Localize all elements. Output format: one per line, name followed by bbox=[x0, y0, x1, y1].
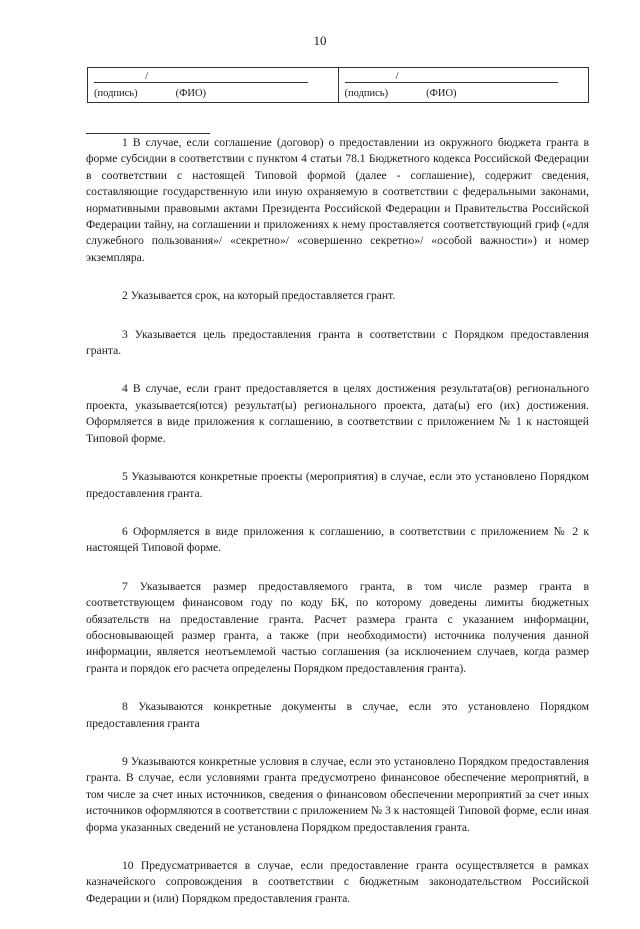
footnote-1: 1 В случае, если соглашение (договор) о предоставлении из окружного бюджета гранта в форме субсидии в соответствии с пунктом 4 статьи 78.1 Бюджетного кодекса Российской Федерации в соответствии с настоящей Типовой формой (далее - соглашение), содержит сведения, составляющие государственную или иную охраняемую в соответствии с федеральными законами, нормативными правовыми актами Президента Российской Федерации и Правительства Российской Федерации тайну, на соглашении и приложениях к нему проставляется соответствующий гриф («для служебного пользования»/ «секретно»/ «совершенно секретно»/ «особой важности») и номер экземпляра. bbox=[86, 136, 589, 264]
footnote-9: 9 Указываются конкретные условия в случае, если это установлено Порядком предоставления гранта. В случае, если условиями гранта предусмотрено финансовое обеспечение мероприятий, в том числе за счет иных источников, сведения о финансовом обеспечении мероприятий за счет иных источников оформляются в соответствии с приложением № 3 к настоящей Типовой форме, если иная форма указанных сведений не установлена Порядком предоставления гранта. bbox=[86, 754, 589, 834]
footnote-7: 7 Указывается размер предоставляемого гранта, в том числе размер гранта в соответствующем финансовом году по коду БК, по которому доведены лимиты бюджетных обязательств на предоставление гранта. Расчет размера гранта с указанием информации, обосновывающей размер гранта, а также (при необходимости) источника получения данной информации, является неотъемлемой частью соглашения (за исключением случаев, когда размер гранта и порядок его расчета определены Порядком предоставления гранта). bbox=[86, 579, 589, 675]
footnote-2: 2 Указывается срок, на который предоставляется грант. bbox=[122, 289, 396, 303]
footnote-10: 10 Предусматривается в случае, если предоставление гранта осуществляется в рамках казначейского сопровождения в соответствии с бюджетным законодательством Российской Федерации и (или) Порядком предоставления гранта. bbox=[86, 859, 589, 905]
signature-cell-left bbox=[88, 68, 339, 103]
signature-caption: (подпись) bbox=[344, 88, 389, 99]
signature-caption: (подпись) bbox=[94, 88, 138, 99]
name-caption: (ФИО) bbox=[175, 88, 207, 99]
footnotes bbox=[86, 135, 589, 929]
signature-line bbox=[94, 82, 308, 83]
signature-slash: / bbox=[395, 70, 399, 82]
signature-table bbox=[87, 67, 589, 103]
footnote-8: 8 Указываются конкретные документы в случае, если это установлено Порядком предоставления гранта bbox=[86, 700, 589, 730]
footnote-5: 5 Указываются конкретные проекты (мероприятия) в случае, если это установлено Порядком предоставления гранта. bbox=[86, 470, 589, 500]
footnote-3: 3 Указывается цель предоставления гранта в соответствии с Порядком предоставления гранта. bbox=[86, 327, 589, 358]
page-number: 10 bbox=[313, 33, 327, 48]
signature-cell-right bbox=[338, 68, 589, 103]
footnote-6: 6 Оформляется в виде приложения к соглашению, в соответствии с приложением № 2 к настоящей Типовой форме. bbox=[86, 524, 589, 555]
signature-slash: / bbox=[145, 70, 149, 82]
footnote-separator bbox=[86, 133, 210, 134]
name-caption: (ФИО) bbox=[426, 88, 457, 99]
signature-line bbox=[345, 82, 559, 83]
footnote-4: 4 В случае, если грант предоставляется в целях достижения результата(ов) регионального проекта, указывается(ются) результат(ы) регионального проекта, дата(ы) его (их) достижения. Оформляется в виде приложения к соглашению, в соответствии с приложением № 1 к настоящей Типовой форме. bbox=[86, 382, 589, 445]
